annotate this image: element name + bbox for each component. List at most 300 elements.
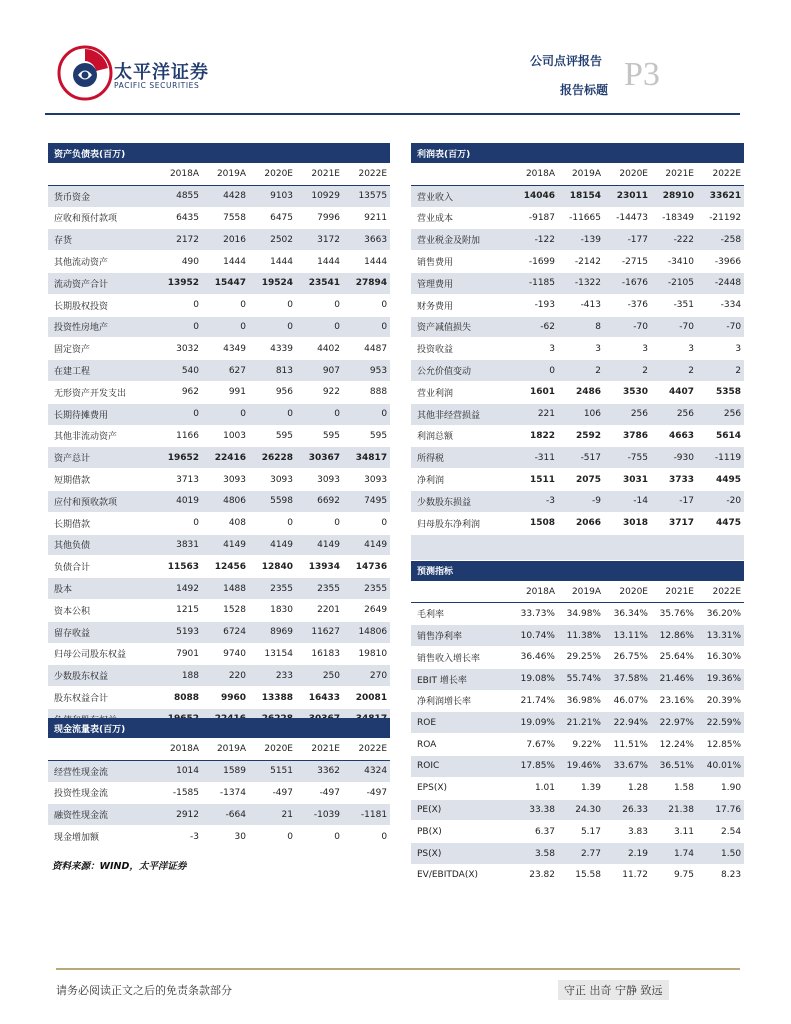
row-value: 36.51% <box>651 755 697 777</box>
row-value: 0 <box>249 826 296 848</box>
row-label: 投资收益 <box>411 338 511 360</box>
data-source-note: 资料来源：WIND，太平洋证券 <box>52 861 187 872</box>
row-value: 21 <box>249 804 296 826</box>
table-row <box>48 294 390 316</box>
row-value: 5.17 <box>558 821 604 843</box>
row-value: 16433 <box>296 687 343 709</box>
row-value: 3018 <box>604 512 651 534</box>
row-value: -122 <box>511 229 558 251</box>
row-label: 股本 <box>48 578 155 600</box>
row-value: 595 <box>249 425 296 447</box>
row-label: 净利润 <box>411 469 511 491</box>
row-value: 2.19 <box>604 843 651 865</box>
row-value: -497 <box>296 782 343 804</box>
table-row <box>411 755 744 777</box>
table-row <box>48 826 390 848</box>
row-value: 9.22% <box>558 734 604 756</box>
row-value: 15.58 <box>558 864 604 886</box>
row-value: -1119 <box>697 447 744 469</box>
row-value: 0 <box>511 360 558 382</box>
row-value: -1585 <box>155 782 202 804</box>
row-label: ROE <box>411 712 511 734</box>
table-row <box>411 403 744 425</box>
row-value: -497 <box>249 782 296 804</box>
row-value: -3 <box>155 826 202 848</box>
year-header-row <box>411 581 744 603</box>
row-value: 2 <box>651 360 697 382</box>
row-value: 16.30% <box>697 646 744 668</box>
row-value: 408 <box>202 512 249 534</box>
year-header: 2019A <box>558 581 604 603</box>
row-value: 4019 <box>155 490 202 512</box>
row-value: 29.25% <box>558 646 604 668</box>
row-value: 4495 <box>697 469 744 491</box>
row-label: 营业利润 <box>411 381 511 403</box>
row-value: 9.75 <box>651 864 697 886</box>
row-value: 4663 <box>651 425 697 447</box>
year-header: 2021E <box>296 739 343 761</box>
row-value: 2.54 <box>697 821 744 843</box>
row-value: 4149 <box>296 534 343 556</box>
table-row <box>48 381 390 403</box>
row-value: 11563 <box>155 556 202 578</box>
row-value: 33.73% <box>511 603 558 625</box>
row-value: 1830 <box>249 599 296 621</box>
footer-divider <box>56 968 740 970</box>
row-value: 46.07% <box>604 690 651 712</box>
row-value: 956 <box>249 381 296 403</box>
table-row <box>411 469 744 491</box>
row-value: -18349 <box>651 207 697 229</box>
row-value: 33621 <box>697 185 744 207</box>
row-label: 营业收入 <box>411 185 511 207</box>
year-header: 2019A <box>558 164 604 186</box>
row-value: 4339 <box>249 338 296 360</box>
row-value: 6435 <box>155 207 202 229</box>
table-row <box>411 360 744 382</box>
row-value: 15447 <box>202 272 249 294</box>
brand-name-en: PACIFIC SECURITIES <box>114 81 200 90</box>
row-value: 250 <box>296 665 343 687</box>
row-value: 4149 <box>343 534 390 556</box>
row-value: 19.08% <box>511 668 558 690</box>
row-value: 8 <box>558 316 604 338</box>
row-value: -1322 <box>558 272 604 294</box>
table-row <box>48 782 390 804</box>
row-value: 17.85% <box>511 755 558 777</box>
row-label: PB(X) <box>411 821 511 843</box>
row-value: -62 <box>511 316 558 338</box>
row-value: 2172 <box>155 229 202 251</box>
row-value: 256 <box>651 403 697 425</box>
row-label: 投资性现金流 <box>48 782 155 804</box>
row-value: -193 <box>511 294 558 316</box>
row-value: 3 <box>697 338 744 360</box>
row-value: 23.16% <box>651 690 697 712</box>
row-value: -17 <box>651 490 697 512</box>
row-value: 11.51% <box>604 734 651 756</box>
row-value: 11627 <box>296 621 343 643</box>
cash-flow-table <box>48 718 390 848</box>
row-value: 0 <box>202 294 249 316</box>
row-value: 3.83 <box>604 821 651 843</box>
row-value: 2.77 <box>558 843 604 865</box>
row-label: 货币资金 <box>48 185 155 207</box>
row-value: 33.67% <box>604 755 651 777</box>
row-value: 9211 <box>343 207 390 229</box>
row-value: 9740 <box>202 643 249 665</box>
row-value: 1492 <box>155 578 202 600</box>
row-value: 1.74 <box>651 843 697 865</box>
table-row <box>411 646 744 668</box>
row-value: 13154 <box>249 643 296 665</box>
row-label: 经营性现金流 <box>48 760 155 782</box>
row-value: 3717 <box>651 512 697 534</box>
row-value: 595 <box>343 425 390 447</box>
row-value: 19652 <box>155 447 202 469</box>
year-header: 2018A <box>511 581 558 603</box>
row-value: 1444 <box>202 251 249 273</box>
row-value: -930 <box>651 447 697 469</box>
year-header: 2018A <box>155 739 202 761</box>
row-label: EBIT 增长率 <box>411 668 511 690</box>
row-value: 3530 <box>604 381 651 403</box>
row-value: 2201 <box>296 599 343 621</box>
row-value: 6475 <box>249 207 296 229</box>
row-value: -70 <box>604 316 651 338</box>
row-value: 33.38 <box>511 799 558 821</box>
row-value: 0 <box>343 294 390 316</box>
row-value: 21.38 <box>651 799 697 821</box>
year-header: 2019A <box>202 164 249 186</box>
table-row <box>48 316 390 338</box>
table-row <box>48 760 390 782</box>
row-value: 4487 <box>343 338 390 360</box>
row-label: 长期股权投资 <box>48 294 155 316</box>
row-value: 991 <box>202 381 249 403</box>
table-row <box>411 799 744 821</box>
row-value: 2486 <box>558 381 604 403</box>
row-value: 12.85% <box>697 734 744 756</box>
year-header: 2019A <box>202 739 249 761</box>
year-header: 2022E <box>697 581 744 603</box>
row-value: -2448 <box>697 272 744 294</box>
table-row <box>411 625 744 647</box>
row-value: 22416 <box>202 447 249 469</box>
row-value: -1699 <box>511 251 558 273</box>
row-value: 1444 <box>249 251 296 273</box>
row-value: 13.11% <box>604 625 651 647</box>
row-value: 1.90 <box>697 777 744 799</box>
row-label: 融资性现金流 <box>48 804 155 826</box>
row-label: 负债合计 <box>48 556 155 578</box>
row-value: 3831 <box>155 534 202 556</box>
row-value: 233 <box>249 665 296 687</box>
row-value: -139 <box>558 229 604 251</box>
table-row <box>48 207 390 229</box>
row-value: 4349 <box>202 338 249 360</box>
row-value: 1528 <box>202 599 249 621</box>
year-header: 2018A <box>155 164 202 186</box>
row-value: -9 <box>558 490 604 512</box>
table-row <box>411 690 744 712</box>
table-row <box>48 599 390 621</box>
row-value: -311 <box>511 447 558 469</box>
row-value: 27894 <box>343 272 390 294</box>
table-row <box>48 556 390 578</box>
row-label: 现金增加额 <box>48 826 155 848</box>
row-label: 其他非流动资产 <box>48 425 155 447</box>
row-value: -2715 <box>604 251 651 273</box>
row-value: 2 <box>604 360 651 382</box>
row-label: 股东权益合计 <box>48 687 155 709</box>
row-value: 26.75% <box>604 646 651 668</box>
row-label: 归母公司股东权益 <box>48 643 155 665</box>
row-label: 在建工程 <box>48 360 155 382</box>
table-row <box>411 447 744 469</box>
row-value: -334 <box>697 294 744 316</box>
row-label: 无形资产开发支出 <box>48 381 155 403</box>
row-value: 4407 <box>651 381 697 403</box>
row-value: 5598 <box>249 490 296 512</box>
balance-sheet-title <box>48 143 390 164</box>
row-value: 2 <box>697 360 744 382</box>
row-value: 3 <box>511 338 558 360</box>
row-value: 188 <box>155 665 202 687</box>
row-value: 1508 <box>511 512 558 534</box>
row-value: 30367 <box>296 447 343 469</box>
spacer-cell <box>411 534 744 560</box>
row-value: 2912 <box>155 804 202 826</box>
page-number: P3 <box>624 56 660 93</box>
row-label: 其他流动资产 <box>48 251 155 273</box>
table-row <box>411 712 744 734</box>
row-value: 0 <box>249 403 296 425</box>
header-blank-cell <box>48 739 155 761</box>
row-label: 毛利率 <box>411 603 511 625</box>
row-value: 21.74% <box>511 690 558 712</box>
row-value: 18154 <box>558 185 604 207</box>
row-value: 5614 <box>697 425 744 447</box>
row-value: -1185 <box>511 272 558 294</box>
row-value: 2 <box>558 360 604 382</box>
row-value: 2649 <box>343 599 390 621</box>
row-value: 3 <box>558 338 604 360</box>
row-value: -21192 <box>697 207 744 229</box>
row-value: 1511 <box>511 469 558 491</box>
table-row <box>411 777 744 799</box>
row-value: 813 <box>249 360 296 382</box>
table-row <box>411 272 744 294</box>
row-label: 营业税金及附加 <box>411 229 511 251</box>
row-value: -497 <box>343 782 390 804</box>
row-value: 1601 <box>511 381 558 403</box>
row-value: 4475 <box>697 512 744 534</box>
row-value: -14473 <box>604 207 651 229</box>
row-value: 25.64% <box>651 646 697 668</box>
row-value: -70 <box>697 316 744 338</box>
row-value: 14736 <box>343 556 390 578</box>
row-value: 627 <box>202 360 249 382</box>
row-value: 0 <box>249 316 296 338</box>
row-value: 10.74% <box>511 625 558 647</box>
row-label: 其他负债 <box>48 534 155 556</box>
row-value: 20.39% <box>697 690 744 712</box>
table-row <box>411 490 744 512</box>
row-value: 12456 <box>202 556 249 578</box>
row-value: 19810 <box>343 643 390 665</box>
year-header: 2021E <box>651 164 697 186</box>
row-label: 利润总额 <box>411 425 511 447</box>
row-value: 2355 <box>343 578 390 600</box>
row-label: 其他非经营损益 <box>411 403 511 425</box>
row-value: 37.58% <box>604 668 651 690</box>
header-divider <box>45 113 740 115</box>
row-value: 3093 <box>296 469 343 491</box>
row-value: 256 <box>697 403 744 425</box>
year-header-row <box>48 739 390 761</box>
brand-name: 太平洋证券 <box>114 62 209 83</box>
row-label: 资产减值损失 <box>411 316 511 338</box>
row-value: 3093 <box>249 469 296 491</box>
row-label: 所得税 <box>411 447 511 469</box>
header-blank-cell <box>411 164 511 186</box>
row-value: 6692 <box>296 490 343 512</box>
row-label: 留存收益 <box>48 621 155 643</box>
report-type: 公司点评报告 <box>530 54 603 68</box>
table-row <box>411 668 744 690</box>
row-value: 0 <box>343 826 390 848</box>
row-value: -2105 <box>651 272 697 294</box>
cash-flow-title-text: 现金流量表(百万) <box>48 718 390 739</box>
table-spacer-row <box>411 534 744 560</box>
row-value: 19.46% <box>558 755 604 777</box>
table-row <box>411 381 744 403</box>
row-label: ROIC <box>411 755 511 777</box>
row-value: 3093 <box>202 469 249 491</box>
row-value: 953 <box>343 360 390 382</box>
table-row <box>411 185 744 207</box>
pacific-securities-logo-icon <box>56 44 114 102</box>
row-value: 3362 <box>296 760 343 782</box>
row-value: 0 <box>296 826 343 848</box>
table-row <box>48 360 390 382</box>
row-value: 5151 <box>249 760 296 782</box>
row-value: 12.24% <box>651 734 697 756</box>
row-value: 23011 <box>604 185 651 207</box>
row-value: 907 <box>296 360 343 382</box>
row-value: -3966 <box>697 251 744 273</box>
row-value: -70 <box>651 316 697 338</box>
row-value: -222 <box>651 229 697 251</box>
row-value: 0 <box>249 294 296 316</box>
row-value: 256 <box>604 403 651 425</box>
row-value: 12840 <box>249 556 296 578</box>
row-value: 6.37 <box>511 821 558 843</box>
row-label: 应付和预收款项 <box>48 490 155 512</box>
table-row <box>48 512 390 534</box>
row-value: 10929 <box>296 185 343 207</box>
table-row <box>48 490 390 512</box>
row-value: 220 <box>202 665 249 687</box>
row-label: 长期待摊费用 <box>48 403 155 425</box>
row-label: 销售净利率 <box>411 625 511 647</box>
row-value: 35.76% <box>651 603 697 625</box>
table-row <box>411 734 744 756</box>
table-row <box>48 643 390 665</box>
row-value: 9103 <box>249 185 296 207</box>
row-value: -755 <box>604 447 651 469</box>
row-value: 0 <box>296 316 343 338</box>
row-value: -3 <box>511 490 558 512</box>
table-row <box>411 512 744 534</box>
row-label: ROA <box>411 734 511 756</box>
table-row <box>48 621 390 643</box>
table-row <box>48 687 390 709</box>
row-label: 长期借款 <box>48 512 155 534</box>
table-row <box>411 603 744 625</box>
row-value: 490 <box>155 251 202 273</box>
table-row <box>48 578 390 600</box>
row-value: 5358 <box>697 381 744 403</box>
row-label: 存货 <box>48 229 155 251</box>
row-value: 28910 <box>651 185 697 207</box>
row-value: 1488 <box>202 578 249 600</box>
row-value: 0 <box>296 294 343 316</box>
row-value: 1444 <box>343 251 390 273</box>
row-value: 3031 <box>604 469 651 491</box>
row-value: 21.21% <box>558 712 604 734</box>
row-value: -2142 <box>558 251 604 273</box>
row-value: 4149 <box>249 534 296 556</box>
row-value: 21.46% <box>651 668 697 690</box>
row-value: 17.76 <box>697 799 744 821</box>
row-label: EPS(X) <box>411 777 511 799</box>
row-label: 公允价值变动 <box>411 360 511 382</box>
income-statement-table <box>411 143 744 887</box>
table-row <box>411 821 744 843</box>
row-value: -413 <box>558 294 604 316</box>
row-value: 0 <box>202 316 249 338</box>
row-value: 13.31% <box>697 625 744 647</box>
table-row <box>411 843 744 865</box>
row-value: 36.98% <box>558 690 604 712</box>
table-row <box>48 185 390 207</box>
row-value: 0 <box>343 403 390 425</box>
year-header: 2022E <box>343 164 390 186</box>
row-value: -14 <box>604 490 651 512</box>
cash-flow-title <box>48 718 390 739</box>
row-label: 销售收入增长率 <box>411 646 511 668</box>
row-value: 12.86% <box>651 625 697 647</box>
row-value: -11665 <box>558 207 604 229</box>
row-label: 流动资产合计 <box>48 272 155 294</box>
row-value: 3172 <box>296 229 343 251</box>
row-value: -258 <box>697 229 744 251</box>
row-value: 1444 <box>296 251 343 273</box>
row-value: 40.01% <box>697 755 744 777</box>
row-value: 20081 <box>343 687 390 709</box>
row-value: 11.72 <box>604 864 651 886</box>
row-value: 22.97% <box>651 712 697 734</box>
row-value: 922 <box>296 381 343 403</box>
table-row <box>48 804 390 826</box>
row-value: 1822 <box>511 425 558 447</box>
row-value: 0 <box>155 512 202 534</box>
forecast-indicators-title-text: 预测指标 <box>411 560 744 581</box>
row-value: 55.74% <box>558 668 604 690</box>
table-row <box>48 447 390 469</box>
